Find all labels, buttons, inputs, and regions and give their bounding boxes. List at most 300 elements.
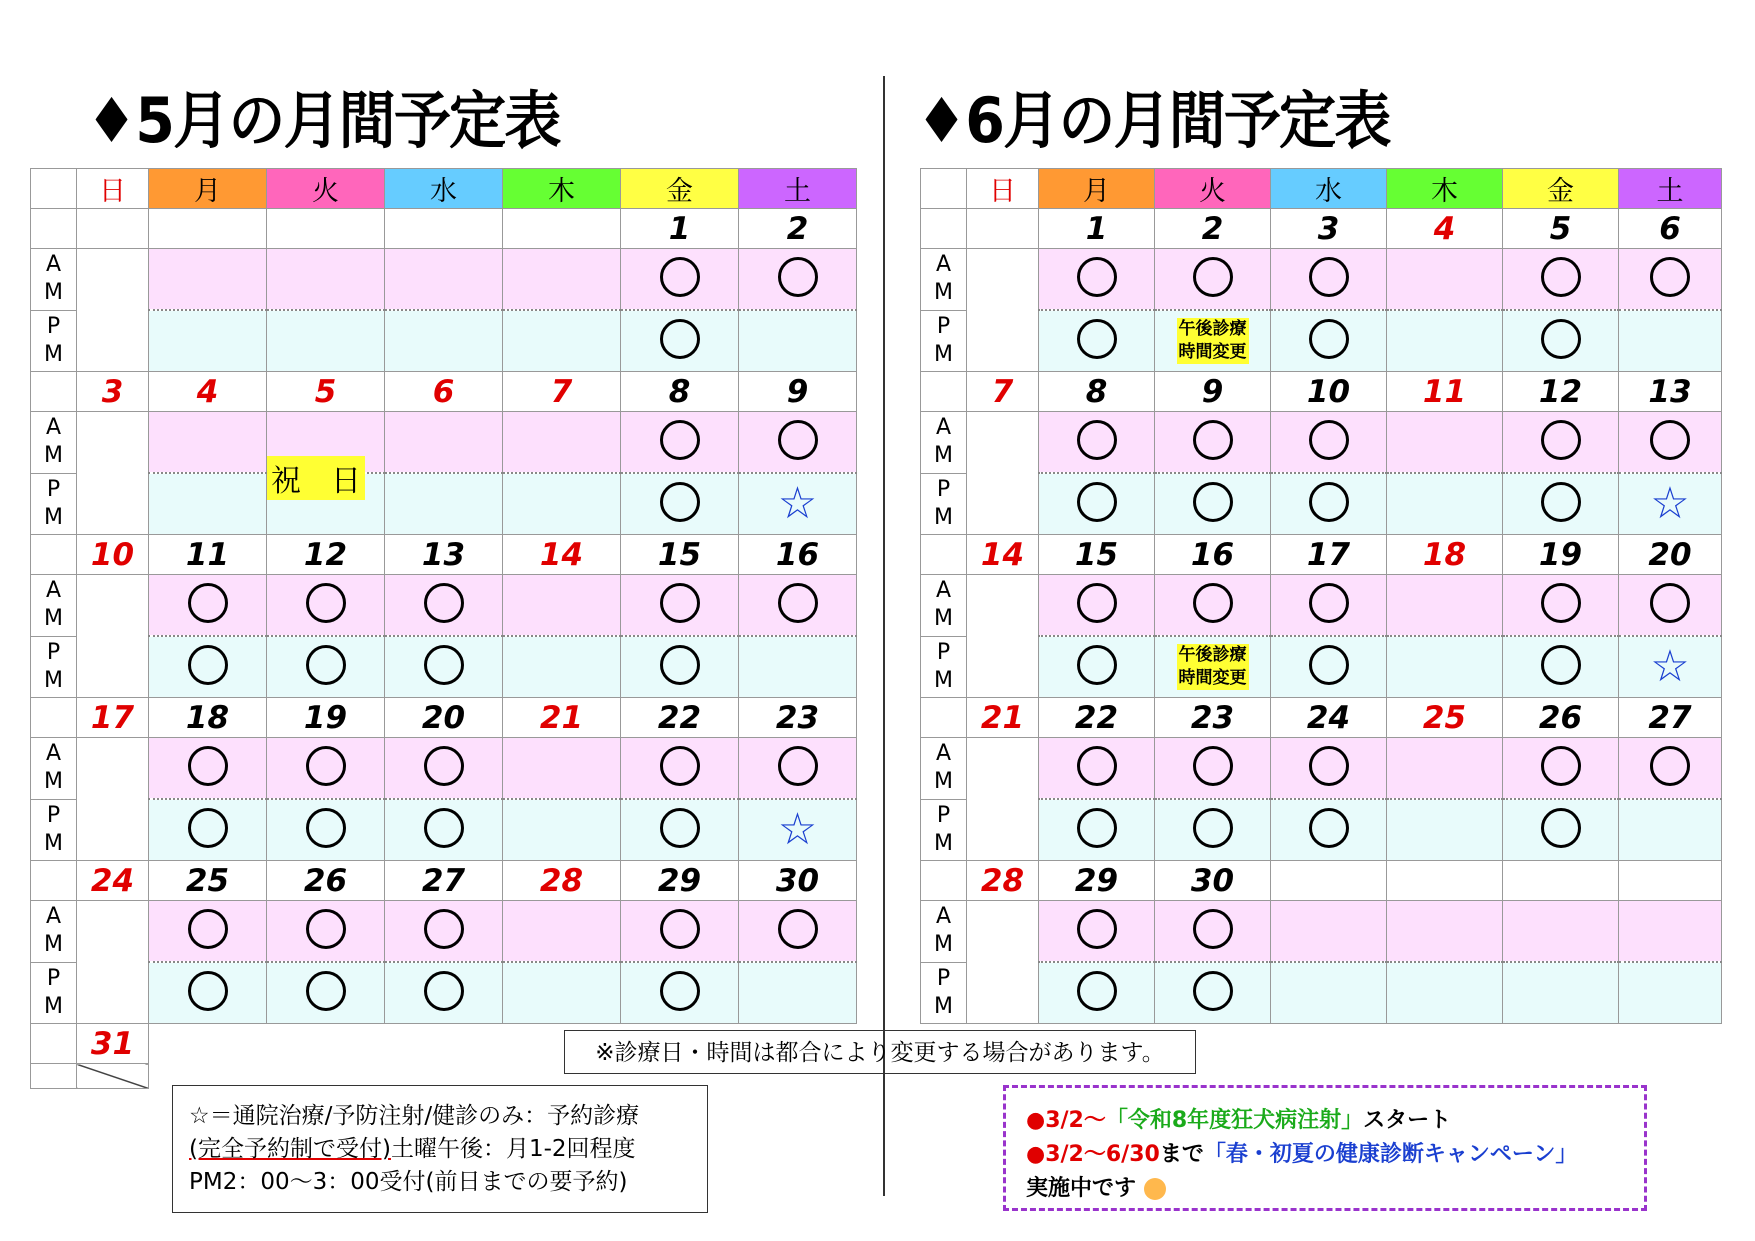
slot-cell: [1271, 310, 1387, 372]
pm-label-char: P: [46, 802, 61, 828]
slot-cell: [1271, 901, 1387, 963]
am-row: [921, 575, 1722, 637]
slot-cell: [1271, 473, 1387, 535]
day-number: 16: [739, 535, 857, 575]
am-label-char: A: [45, 741, 62, 767]
day-number: 22: [621, 698, 739, 738]
weekday-header: 金: [621, 169, 739, 209]
weekday-header: 木: [503, 169, 621, 209]
day-number: 9: [739, 372, 857, 412]
day-number: 12: [1503, 372, 1619, 412]
header-corner: [921, 169, 967, 209]
change-line: 午後診療: [1178, 645, 1247, 665]
am-label-char: A: [935, 415, 952, 441]
open-circle-icon: [660, 971, 700, 1011]
day-number: 2: [1155, 209, 1271, 249]
slot-cell: [1503, 249, 1619, 311]
slot-cell: [1271, 412, 1387, 474]
slot-cell: [1503, 901, 1619, 963]
open-circle-icon: [424, 645, 464, 685]
pm-label-char: P: [46, 476, 61, 502]
am-label: [921, 412, 967, 474]
day-number: 11: [1387, 372, 1503, 412]
slot-cell: [1503, 636, 1619, 698]
row-spacer: [31, 1024, 77, 1064]
day-number: 26: [267, 861, 385, 901]
schedule-change-note: ※診療日・時間は都合により変更する場合があります。: [564, 1030, 1196, 1074]
open-circle-icon: [188, 971, 228, 1011]
change-line: 時間変更: [1178, 342, 1247, 362]
am-label-char: M: [44, 606, 63, 632]
closed-cell: [739, 962, 857, 1024]
open-circle-icon: [778, 420, 818, 460]
slot-cell: [1503, 575, 1619, 637]
closed-cell: [1387, 799, 1503, 861]
open-circle-icon: [188, 645, 228, 685]
slot-cell: [267, 799, 385, 861]
am-label-char: M: [44, 443, 63, 469]
pm-label: [921, 473, 967, 535]
open-circle-icon: [1309, 482, 1349, 522]
legend-line-2: [189, 1133, 691, 1166]
date-row: [921, 209, 1722, 249]
slot-cell: [621, 412, 739, 474]
pm-label-char: P: [936, 802, 951, 828]
open-circle-icon: [1077, 482, 1117, 522]
open-circle-icon: [306, 971, 346, 1011]
may-title: ♦5月の月間予定表: [86, 84, 560, 157]
slot-cell: [1619, 738, 1722, 800]
open-circle-icon: [188, 909, 228, 949]
day-number: 6: [1619, 209, 1722, 249]
sunday-closed-cell: [77, 249, 149, 372]
sunday-closed-cell: [77, 901, 149, 1024]
am-label-char: M: [934, 606, 953, 632]
weekday-header: 木: [1387, 169, 1503, 209]
slot-cell: [1271, 249, 1387, 311]
open-circle-icon: [1193, 257, 1233, 297]
open-circle-icon: [660, 645, 700, 685]
weekday-header: 金: [1503, 169, 1619, 209]
open-circle-icon: [660, 746, 700, 786]
pm-label-char: P: [46, 965, 61, 991]
legend-line-1: ☆＝通院治療/予防注射/健診のみ：予約診療: [189, 1103, 640, 1129]
day-number: [1503, 861, 1619, 901]
date-row: [921, 698, 1722, 738]
row-spacer: [31, 372, 77, 412]
weekday-header: 水: [385, 169, 503, 209]
sunday-closed-cell: [967, 575, 1039, 698]
day-number: 14: [503, 535, 621, 575]
rabies-vaccine-label: 「令和8年度狂犬病注射」: [1105, 1108, 1364, 1133]
slot-cell: [1039, 412, 1155, 474]
date-row: [921, 535, 1722, 575]
closed-cell: [739, 310, 857, 372]
date-row: [31, 372, 857, 412]
pm-label-char: M: [934, 667, 953, 693]
slot-cell: [385, 901, 503, 963]
slot-cell: [1271, 575, 1387, 637]
slot-cell: [1039, 799, 1155, 861]
slot-cell: [1619, 901, 1722, 963]
slot-cell: [1503, 473, 1619, 535]
day-number: 3: [1271, 209, 1387, 249]
slot-cell: [149, 901, 267, 963]
closed-cell: [149, 412, 267, 474]
closed-cell: [1387, 310, 1503, 372]
june-calendar: [920, 168, 1722, 1024]
pm-label: [31, 636, 77, 698]
am-row: [31, 738, 857, 800]
am-row: [921, 738, 1722, 800]
day-number: [385, 209, 503, 249]
slot-cell: [385, 799, 503, 861]
open-circle-icon: [660, 583, 700, 623]
open-circle-icon: [424, 583, 464, 623]
pm-row: [31, 962, 857, 1024]
slot-cell: [1155, 636, 1271, 698]
closed-cell: [1387, 412, 1503, 474]
closed-cell: [503, 473, 621, 535]
open-circle-icon: [306, 746, 346, 786]
slot-cell: [267, 575, 385, 637]
am-label-char: A: [935, 252, 952, 278]
open-circle-icon: [1193, 583, 1233, 623]
row-spacer: [921, 372, 967, 412]
pm-label: [31, 473, 77, 535]
pm-row: [921, 473, 1722, 535]
sunday-closed-cell: [967, 901, 1039, 1024]
am-label: [31, 575, 77, 637]
am-label-char: A: [45, 252, 62, 278]
am-label-char: A: [935, 904, 952, 930]
weekday-header: 月: [149, 169, 267, 209]
closed-cell: [385, 412, 503, 474]
pm-label: [31, 799, 77, 861]
day-number: 27: [1619, 698, 1722, 738]
day-number: 28: [967, 861, 1039, 901]
afternoon-change-label: [1177, 644, 1249, 690]
pm-label-char: P: [46, 639, 61, 665]
day-number: 15: [1039, 535, 1155, 575]
slot-cell: [1503, 412, 1619, 474]
day-number: 10: [77, 535, 149, 575]
slot-cell: [149, 962, 267, 1024]
slot-cell: [1039, 738, 1155, 800]
legend-line-3: PM2：00～3：00受付(前日までの要予約): [189, 1169, 628, 1195]
open-circle-icon: [1193, 808, 1233, 848]
slot-cell: [621, 901, 739, 963]
slot-cell: [1155, 473, 1271, 535]
open-circle-icon: [306, 909, 346, 949]
open-circle-icon: [1193, 746, 1233, 786]
slot-cell: [621, 310, 739, 372]
open-circle-icon: [424, 909, 464, 949]
slot-cell: [1619, 962, 1722, 1024]
day-number: 19: [267, 698, 385, 738]
day-number: 1: [621, 209, 739, 249]
row-spacer: [31, 861, 77, 901]
weekday-header: 日: [77, 169, 149, 209]
slot-cell: [149, 249, 267, 311]
slot-cell: [1619, 412, 1722, 474]
open-circle-icon: [1309, 746, 1349, 786]
day-number: [967, 209, 1039, 249]
campaign-date-1: ●3/2～: [1026, 1108, 1106, 1133]
open-circle-icon: [1541, 746, 1581, 786]
pm-label-char: P: [936, 965, 951, 991]
slot-cell: [149, 799, 267, 861]
day-number: [77, 209, 149, 249]
open-circle-icon: [1309, 257, 1349, 297]
may-calendar: [30, 168, 857, 1089]
day-number: 19: [1503, 535, 1619, 575]
campaign-date-2: ●3/2～6/30: [1026, 1142, 1160, 1167]
open-circle-icon: [1077, 746, 1117, 786]
slot-cell: [1271, 636, 1387, 698]
day-number: 12: [267, 535, 385, 575]
slot-cell: [1271, 738, 1387, 800]
date-row: [921, 861, 1722, 901]
slot-cell: [149, 636, 267, 698]
open-circle-icon: [1077, 645, 1117, 685]
slot-cell: [1155, 249, 1271, 311]
sunday-closed-cell: [967, 738, 1039, 861]
open-circle-icon: [1077, 583, 1117, 623]
slot-cell: [1387, 962, 1503, 1024]
day-number: 21: [967, 698, 1039, 738]
open-circle-icon: [306, 583, 346, 623]
sunday-closed-cell: [967, 249, 1039, 372]
slot-cell: [621, 636, 739, 698]
divider: [883, 76, 885, 1196]
day-number: 3: [77, 372, 149, 412]
am-label-char: M: [934, 280, 953, 306]
open-circle-icon: [660, 319, 700, 359]
weekday-header-row: [921, 169, 1722, 209]
day-number: [503, 209, 621, 249]
slot-cell: [1039, 962, 1155, 1024]
day-number: 21: [503, 698, 621, 738]
slot-cell: [1039, 473, 1155, 535]
slot-cell: [1039, 575, 1155, 637]
smile-icon: [1144, 1178, 1166, 1200]
slot-cell: [385, 738, 503, 800]
day-number: 9: [1155, 372, 1271, 412]
sunday-closed-cell: [77, 412, 149, 535]
open-circle-icon: [1541, 482, 1581, 522]
am-label: [31, 412, 77, 474]
day-number: 1: [1039, 209, 1155, 249]
open-circle-icon: [1077, 257, 1117, 297]
pm-label-char: P: [936, 313, 951, 339]
closed-cell: [503, 575, 621, 637]
sunday-closed-cell: [967, 412, 1039, 535]
slot-cell: [1039, 249, 1155, 311]
slot-cell: [1271, 799, 1387, 861]
row-spacer: [921, 535, 967, 575]
closed-cell: [739, 636, 857, 698]
day-number: 17: [1271, 535, 1387, 575]
open-circle-icon: [1650, 420, 1690, 460]
pm-label-char: M: [44, 504, 63, 530]
slot-cell: [621, 249, 739, 311]
open-circle-icon: [1541, 420, 1581, 460]
open-circle-icon: [1077, 909, 1117, 949]
day-number: 25: [149, 861, 267, 901]
am-label-char: A: [45, 578, 62, 604]
slot-cell: [503, 249, 621, 311]
reservation-star-icon: ☆: [1650, 641, 1690, 692]
day-number: 24: [77, 861, 149, 901]
am-label-char: M: [44, 932, 63, 958]
pm-label-char: M: [934, 504, 953, 530]
closed-cell: [1387, 636, 1503, 698]
reservation-star-icon: ☆: [777, 804, 818, 855]
closed-cell: [385, 473, 503, 535]
open-circle-icon: [424, 746, 464, 786]
sunday-closed-cell: [77, 1064, 149, 1089]
pm-label-char: M: [44, 341, 63, 367]
closed-cell: [1619, 310, 1722, 372]
campaign-ongoing-label: 実施中です: [1026, 1176, 1137, 1201]
open-circle-icon: [306, 645, 346, 685]
day-number: 23: [1155, 698, 1271, 738]
reservation-star-icon: ☆: [1650, 478, 1690, 529]
open-circle-icon: [1077, 420, 1117, 460]
row-spacer: [31, 535, 77, 575]
closed-cell: [1387, 575, 1503, 637]
day-number: 23: [739, 698, 857, 738]
slot-cell: [385, 575, 503, 637]
date-row: [31, 535, 857, 575]
pm-label: [31, 962, 77, 1024]
day-number: 26: [1503, 698, 1619, 738]
day-number: 20: [1619, 535, 1722, 575]
day-number: [1387, 861, 1503, 901]
day-number: 13: [1619, 372, 1722, 412]
weekday-header: 土: [1619, 169, 1722, 209]
open-circle-icon: [1193, 420, 1233, 460]
am-label-char: A: [935, 741, 952, 767]
am-label: [921, 249, 967, 311]
day-number: 24: [1271, 698, 1387, 738]
slot-cell: [1155, 412, 1271, 474]
legend-reservation-only: (完全予約制で受付): [189, 1136, 391, 1162]
open-circle-icon: [778, 583, 818, 623]
pm-row: [921, 962, 1722, 1024]
pm-label-char: M: [44, 993, 63, 1019]
slot-cell: [1155, 310, 1271, 372]
day-number: 8: [621, 372, 739, 412]
open-circle-icon: [778, 746, 818, 786]
am-label-char: A: [935, 578, 952, 604]
slot-cell: [1387, 901, 1503, 963]
slot-cell: [739, 738, 857, 800]
slot-cell: [1155, 962, 1271, 1024]
weekday-header: 日: [967, 169, 1039, 209]
campaign-line-3: [1026, 1172, 1624, 1206]
open-circle-icon: [778, 909, 818, 949]
pm-label: [921, 799, 967, 861]
day-number: 5: [267, 372, 385, 412]
day-number: 27: [385, 861, 503, 901]
slot-cell: [267, 249, 385, 311]
sunday-closed-cell: [77, 575, 149, 698]
change-line: 午後診療: [1178, 319, 1247, 339]
change-line: 時間変更: [1178, 668, 1247, 688]
slot-cell: [739, 901, 857, 963]
am-row: [921, 901, 1722, 963]
row-spacer: [31, 209, 77, 249]
pm-label-char: M: [44, 667, 63, 693]
pm-label: [921, 636, 967, 698]
row-spacer: [921, 209, 967, 249]
slot-cell: [149, 310, 267, 372]
open-circle-icon: [188, 746, 228, 786]
am-label: [921, 738, 967, 800]
day-number: 28: [503, 861, 621, 901]
slot-cell: [621, 799, 739, 861]
pm-row: [921, 799, 1722, 861]
open-circle-icon: [1541, 808, 1581, 848]
legend-box: [172, 1085, 708, 1213]
pm-label: [921, 962, 967, 1024]
campaign-line-1: [1026, 1104, 1624, 1138]
pm-row: [31, 310, 857, 372]
open-circle-icon: [1650, 746, 1690, 786]
campaign-box: [1003, 1085, 1647, 1211]
am-label-char: M: [934, 932, 953, 958]
open-circle-icon: [778, 257, 818, 297]
day-number: 4: [1387, 209, 1503, 249]
open-circle-icon: [1309, 645, 1349, 685]
closed-cell: [1387, 473, 1503, 535]
date-row: [31, 209, 857, 249]
pm-label-char: M: [934, 830, 953, 856]
row-spacer: [921, 698, 967, 738]
day-number: 31: [77, 1024, 149, 1064]
header-corner: [31, 169, 77, 209]
day-number: [149, 209, 267, 249]
day-number: 15: [621, 535, 739, 575]
date-row: [31, 861, 857, 901]
slot-cell: [1619, 249, 1722, 311]
open-circle-icon: [306, 808, 346, 848]
am-label: [31, 738, 77, 800]
closed-cell: [503, 738, 621, 800]
day-number: [1619, 861, 1722, 901]
day-number: 2: [739, 209, 857, 249]
am-label: [31, 901, 77, 963]
open-circle-icon: [1193, 971, 1233, 1011]
slot-cell: [1039, 901, 1155, 963]
slot-cell: [1619, 575, 1722, 637]
slot-cell: [1503, 310, 1619, 372]
sunday-closed-cell: [77, 738, 149, 861]
open-circle-icon: [660, 420, 700, 460]
am-label-char: A: [45, 415, 62, 441]
slot-cell: [739, 412, 857, 474]
pm-row: [921, 636, 1722, 698]
open-circle-icon: [424, 808, 464, 848]
pm-row: [31, 799, 857, 861]
weekday-header: 月: [1039, 169, 1155, 209]
day-number: 30: [1155, 861, 1271, 901]
slot-cell: [739, 249, 857, 311]
weekday-header: 土: [739, 169, 857, 209]
day-number: 4: [149, 372, 267, 412]
